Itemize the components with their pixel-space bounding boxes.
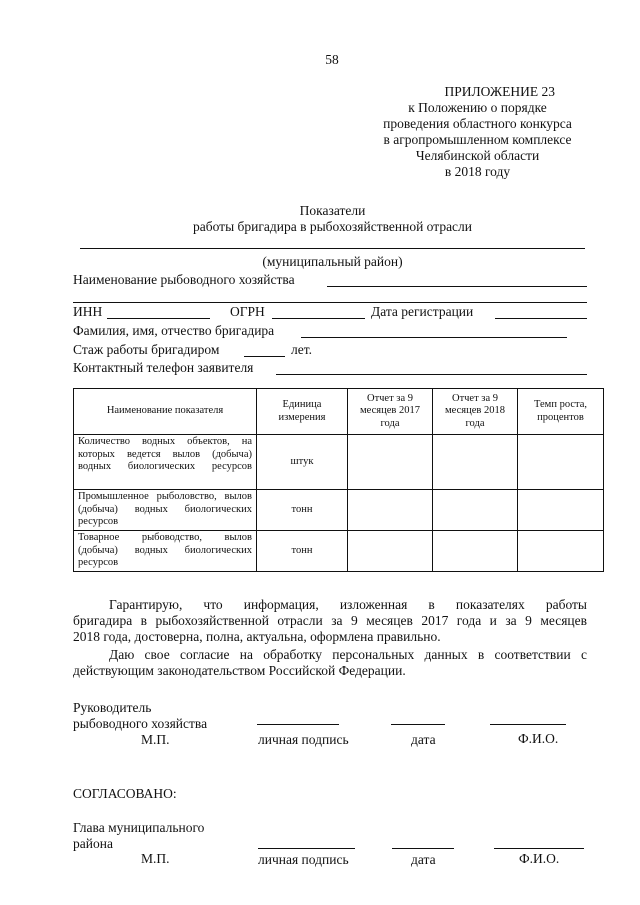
role-line: Руководитель xyxy=(73,700,152,715)
table-row xyxy=(74,490,604,531)
table-row xyxy=(74,531,604,572)
value-2018-cell[interactable] xyxy=(433,435,518,490)
experience-label: Стаж работы бригадиром xyxy=(73,342,220,357)
growth-rate-cell[interactable] xyxy=(518,531,604,572)
date-field[interactable] xyxy=(392,848,454,849)
paragraph-line: Даю свое согласие на обработку персональных данных в соответствии с xyxy=(109,647,587,662)
inn-field[interactable] xyxy=(107,318,210,319)
document-title xyxy=(80,203,585,235)
paragraph-line: бригадира в рыбохозяйственной отрасли за 9 месяцев 2017 года и за 9 месяцев xyxy=(73,613,587,628)
stamp-label: М.П. xyxy=(141,732,170,747)
indicator-name: Промышленное рыболовство, вылов (добыча) водных биологических ресурсов xyxy=(74,490,257,531)
role-line: Глава муниципального xyxy=(73,820,205,835)
signature-label: личная подпись xyxy=(258,852,349,867)
appendix-line: в агропромышленном комплексе xyxy=(383,132,572,147)
district-caption: (муниципальный район) xyxy=(262,254,403,269)
indicator-unit: штук xyxy=(257,435,348,490)
signature-field[interactable] xyxy=(258,848,355,849)
value-2017-cell[interactable] xyxy=(348,531,433,572)
signature-field[interactable] xyxy=(257,724,339,725)
guarantee-paragraph xyxy=(73,597,587,645)
signer-role xyxy=(73,820,204,852)
table-row xyxy=(74,435,604,490)
reg-date-field[interactable] xyxy=(495,318,587,319)
value-2017-cell[interactable] xyxy=(348,435,433,490)
title-line: Показатели xyxy=(299,203,366,218)
appendix-title: ПРИЛОЖЕНИЕ 23 xyxy=(444,84,555,99)
growth-rate-cell[interactable] xyxy=(518,435,604,490)
table-header-cell: Наименование показателя xyxy=(74,389,257,435)
indicator-unit: тонн xyxy=(257,490,348,531)
indicators-table xyxy=(73,388,604,572)
district-field[interactable] xyxy=(80,248,585,249)
fio-label: Ф.И.О. xyxy=(519,851,560,866)
appendix-line: Челябинской области xyxy=(415,148,540,163)
ogrn-field[interactable] xyxy=(272,318,365,319)
signer-role xyxy=(73,700,207,732)
phone-field[interactable] xyxy=(276,374,587,375)
date-label: дата xyxy=(411,852,436,867)
experience-field[interactable] xyxy=(244,356,285,357)
paragraph-line: действующим законодательством Российской Федерации. xyxy=(73,663,406,678)
appendix-line: к Положению о порядке xyxy=(408,100,547,115)
appendix-header xyxy=(370,84,585,180)
fio-field[interactable] xyxy=(494,848,584,849)
experience-unit: лет. xyxy=(291,342,312,357)
table-header-cell: Отчет за 9 месяцев 2017 года xyxy=(348,389,433,435)
growth-rate-cell[interactable] xyxy=(518,490,604,531)
table-header-cell: Отчет за 9 месяцев 2018 года xyxy=(433,389,518,435)
indicator-unit: тонн xyxy=(257,531,348,572)
date-field[interactable] xyxy=(391,724,445,725)
indicator-name: Товарное рыбоводство, вылов (добыча) водных биологических ресурсов xyxy=(74,531,257,572)
title-line: работы бригадира в рыбохозяйственной отрасли xyxy=(192,219,473,234)
farm-name-field-continuation[interactable] xyxy=(73,302,587,303)
consent-paragraph xyxy=(73,647,587,679)
appendix-line: проведения областного конкурса xyxy=(383,116,572,131)
paragraph-line: Гарантирую, что информация, изложенная в показателях работы xyxy=(109,597,587,612)
reg-date-label: Дата регистрации xyxy=(371,304,474,319)
inn-label: ИНН xyxy=(73,304,103,319)
indicator-name: Количество водных объектов, на которых ведется вылов (добыча) водных биологических ресурсов xyxy=(74,435,257,490)
fio-label: Ф.И.О. xyxy=(518,731,559,746)
table-header-cell: Темп роста, процентов xyxy=(518,389,604,435)
approved-heading: СОГЛАСОВАНО: xyxy=(73,786,177,801)
table-header-row xyxy=(74,389,604,435)
paragraph-line: 2018 года, достоверна, полна, актуальна, оформлена правильно. xyxy=(73,629,441,644)
brigadier-name-label: Фамилия, имя, отчество бригадира xyxy=(73,323,275,338)
farm-name-field[interactable] xyxy=(327,286,587,287)
value-2018-cell[interactable] xyxy=(433,490,518,531)
role-line: рыбоводного хозяйства xyxy=(73,716,208,731)
date-label: дата xyxy=(411,732,436,747)
fio-field[interactable] xyxy=(490,724,566,725)
stamp-label: М.П. xyxy=(141,851,170,866)
value-2018-cell[interactable] xyxy=(433,531,518,572)
brigadier-name-field[interactable] xyxy=(301,337,567,338)
role-line: района xyxy=(73,836,113,851)
phone-label: Контактный телефон заявителя xyxy=(73,360,254,375)
page-number: 58 xyxy=(325,52,339,67)
signature-label: личная подпись xyxy=(258,732,349,747)
appendix-line: в 2018 году xyxy=(444,164,511,179)
table-header-cell: Единица измерения xyxy=(257,389,348,435)
farm-name-label: Наименование рыбоводного хозяйства xyxy=(73,272,295,287)
value-2017-cell[interactable] xyxy=(348,490,433,531)
ogrn-label: ОГРН xyxy=(230,304,265,319)
